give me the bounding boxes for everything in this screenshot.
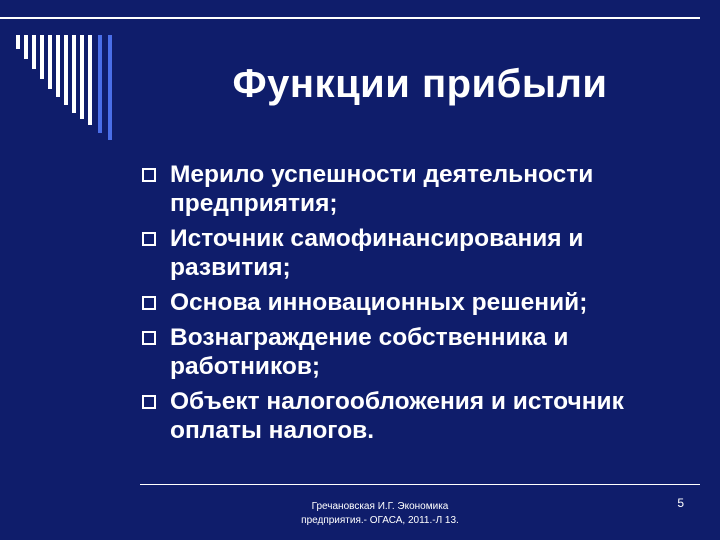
decorative-bars — [0, 0, 130, 150]
hollow-square-icon — [142, 168, 156, 182]
decorative-bar — [72, 35, 76, 113]
bullet-text: Вознаграждение собственника и работников; — [170, 324, 569, 380]
hollow-square-icon — [142, 331, 156, 345]
bullet-text: Мерило успешности деятельности предприятия; — [170, 161, 594, 217]
decorative-bar — [88, 35, 92, 125]
list-item — [140, 387, 700, 445]
bullet-list — [140, 160, 700, 451]
decorative-bar — [16, 35, 20, 49]
bullet-text: Источник самофинансирования и развития; — [170, 225, 584, 281]
footer-divider-line — [140, 484, 700, 485]
decorative-bar — [108, 35, 112, 140]
footer-line-2: предприятия.- ОГАСА, 2011.-Л 13. — [301, 515, 459, 526]
list-item — [140, 224, 700, 282]
hollow-square-icon — [142, 395, 156, 409]
hollow-square-icon — [142, 296, 156, 310]
list-item — [140, 160, 700, 218]
decorative-bar — [48, 35, 52, 89]
bullet-text: Основа инновационных решений; — [170, 289, 588, 316]
page-number: 5 — [677, 496, 684, 510]
footer-line-1: Гречановская И.Г. Экономика — [311, 501, 449, 512]
decorative-bar — [32, 35, 36, 69]
hollow-square-icon — [142, 232, 156, 246]
slide-title: Функции прибыли — [232, 62, 608, 106]
decorative-bar — [40, 35, 44, 79]
bullet-text: Объект налогообложения и источник оплаты налогов. — [170, 388, 624, 444]
footer-citation — [230, 500, 530, 528]
list-item — [140, 288, 700, 317]
decorative-bar — [64, 35, 68, 105]
decorative-bar — [24, 35, 28, 59]
decorative-bar — [80, 35, 84, 119]
list-item — [140, 323, 700, 381]
decorative-bar — [56, 35, 60, 97]
decorative-bar — [98, 35, 102, 133]
